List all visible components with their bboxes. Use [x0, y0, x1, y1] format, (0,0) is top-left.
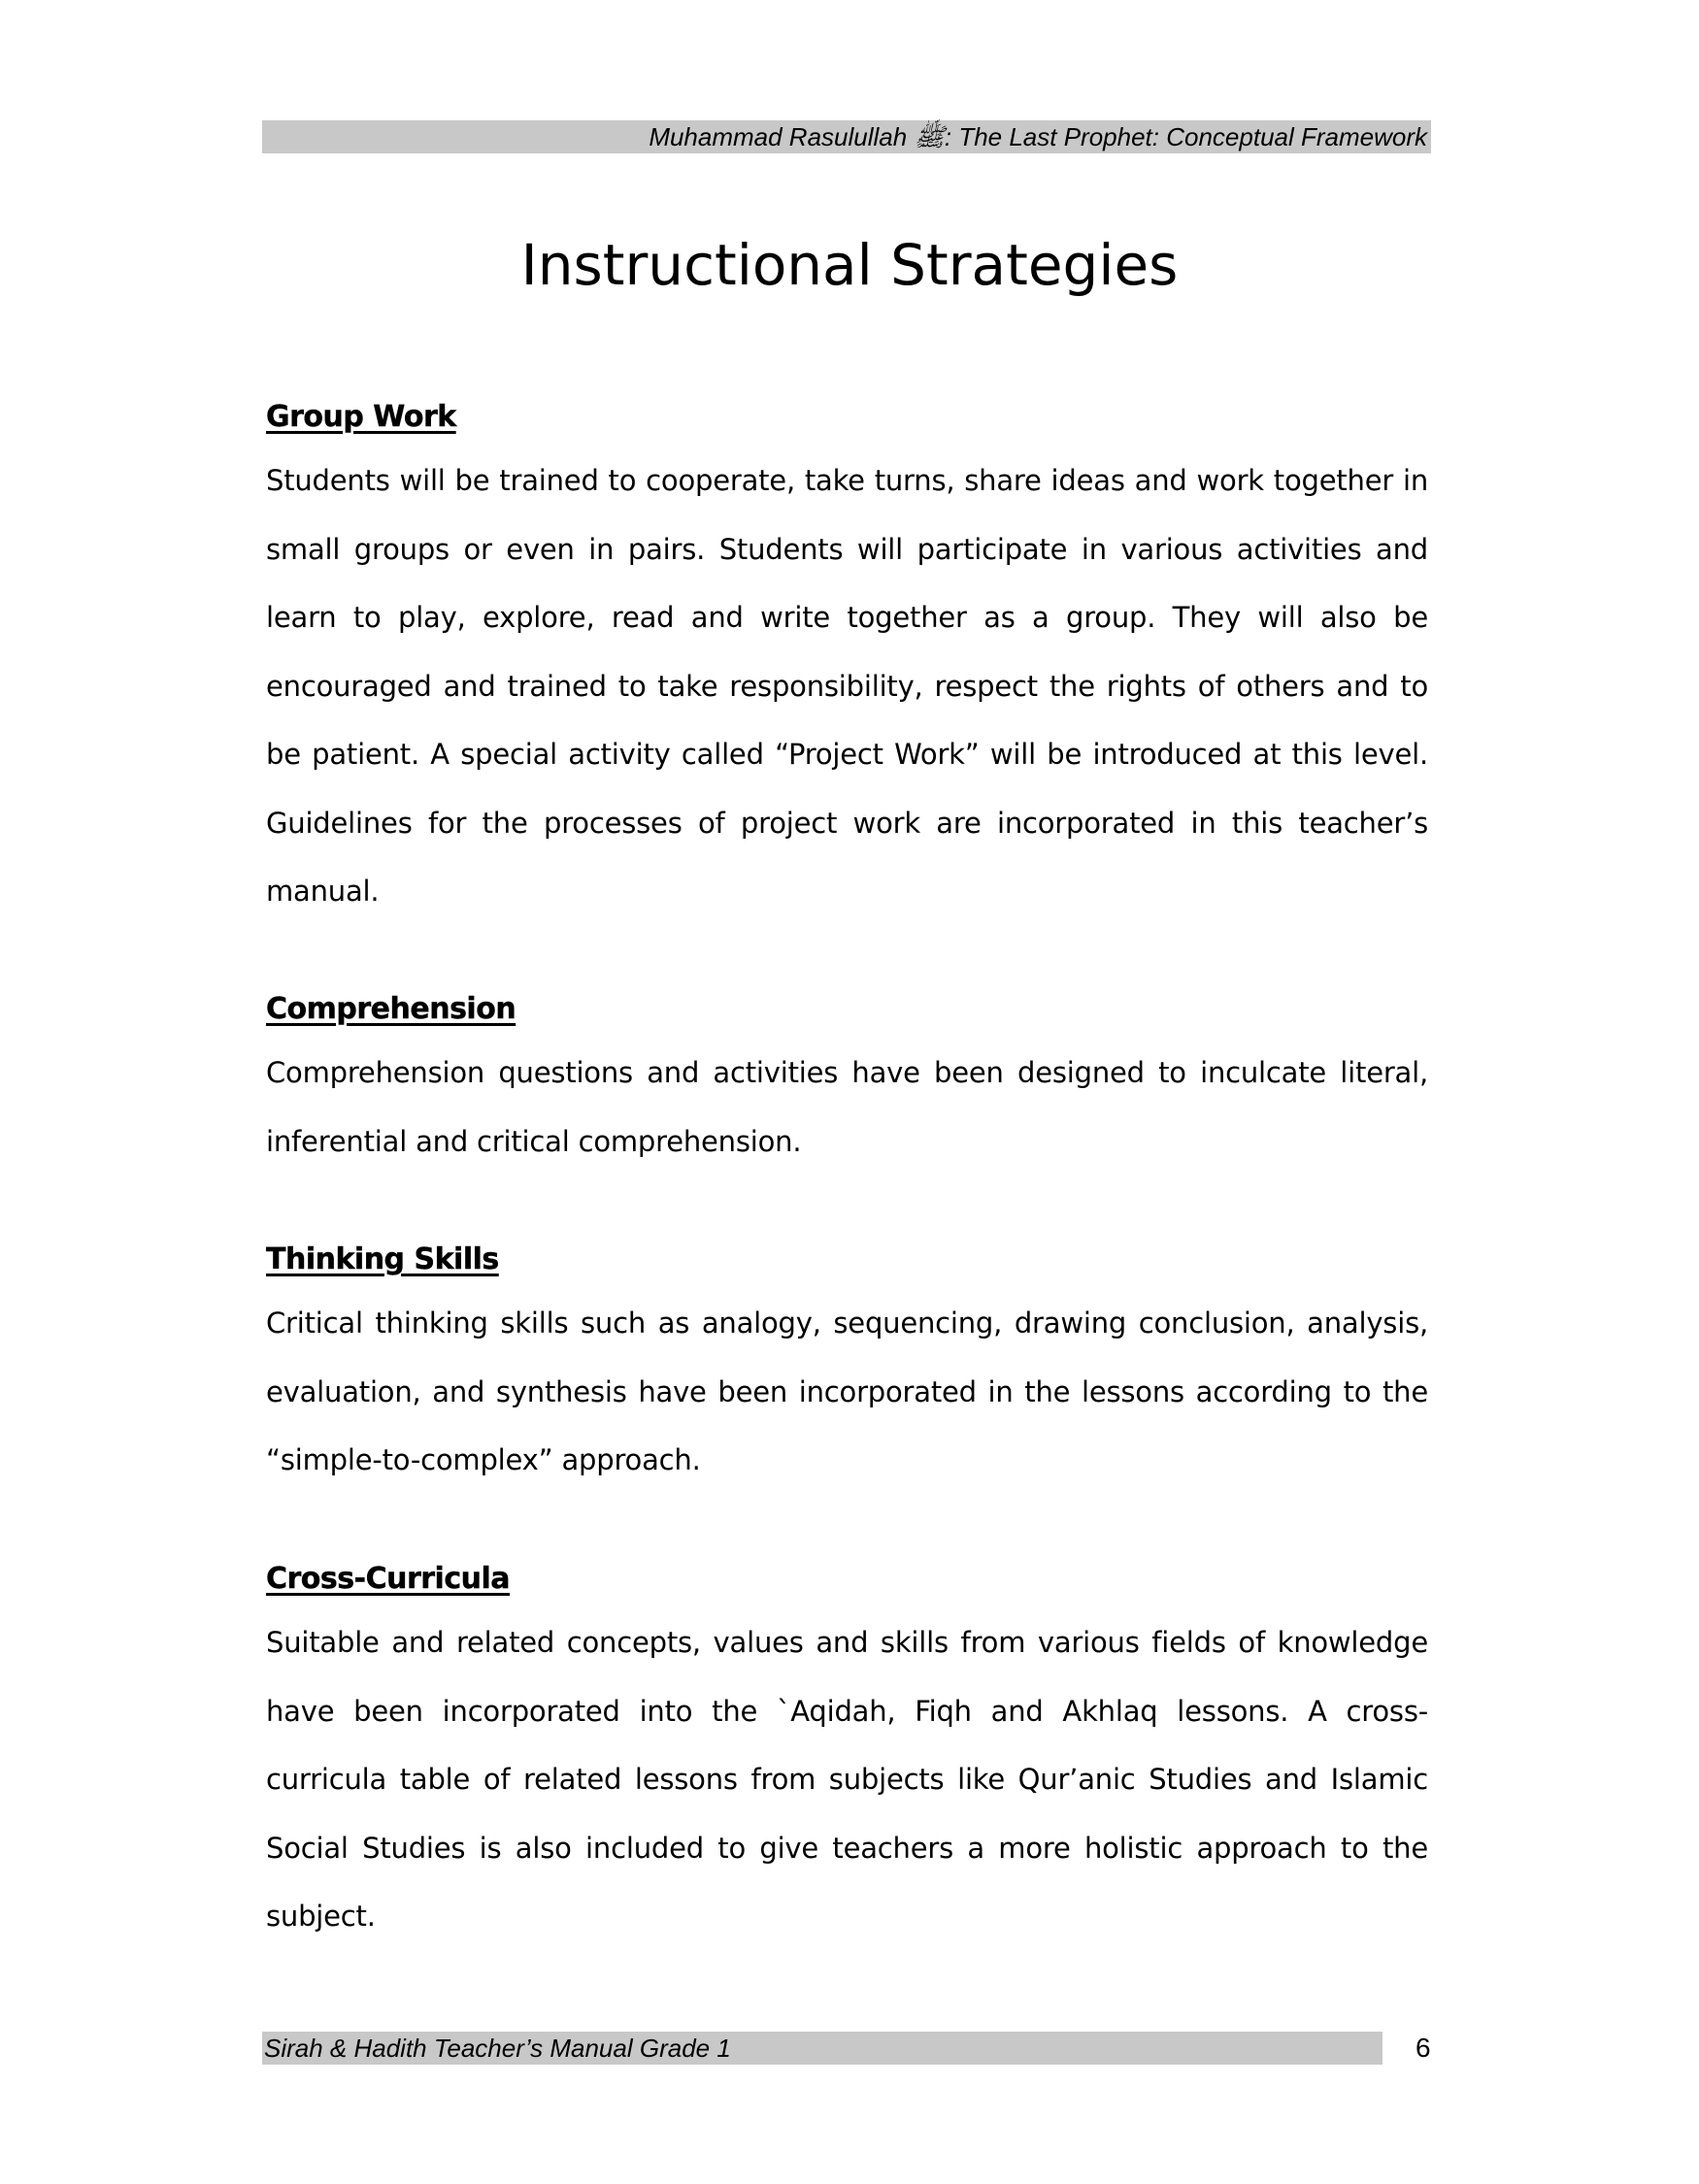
section-body-group-work: Students will be trained to cooperate, take turns, share ideas and work together in small groups or even in pairs. Students will participate in various activities and learn to play, explore, read and write together as a group. They will also be encouraged and trained to take responsibility, respect the rights of others and to be patient. A special activity called “Project Work” will be introduced at this level. Guidelines for the processes of project work are incorporated in this teacher’s manual. — [266, 464, 1428, 908]
page-title: Instructional Strategies — [520, 232, 1179, 298]
section-heading-group-work: Group Work — [266, 400, 456, 434]
section-cross-curricula — [266, 1560, 1428, 1951]
running-footer-title: Sirah & Hadith Teacher’s Manual Grade 1 — [264, 2034, 731, 2063]
section-heading-cross-curricula: Cross-Curricula — [266, 1562, 511, 1596]
section-group-work — [266, 398, 1428, 926]
page-number: 6 — [1416, 2033, 1431, 2063]
section-body-comprehension: Comprehension questions and activities have been designed to inculcate literal, inferential and critical comprehension. — [266, 1056, 1428, 1158]
running-header-bar — [262, 120, 1431, 153]
running-footer-bar — [262, 2032, 1383, 2065]
section-comprehension — [266, 990, 1428, 1175]
running-header-title: Muhammad Rasulullah ﷺ: The Last Prophet: Conceptual Framework — [649, 122, 1427, 151]
section-heading-thinking-skills: Thinking Skills — [266, 1242, 499, 1276]
section-body-cross-curricula: Suitable and related concepts, values and skills from various fields of knowledge have been incorporated into the `Aqidah, Fiqh and Akhlaq lessons. A cross-curricula table of related lessons from subjects like Qur’anic Studies and Islamic Social Studies is also included to give teachers a more holistic approach to the subject. — [266, 1626, 1428, 1933]
section-heading-comprehension: Comprehension — [266, 992, 516, 1026]
section-thinking-skills — [266, 1241, 1428, 1495]
section-body-thinking-skills: Critical thinking skills such as analogy, sequencing, drawing conclusion, analysis, evaluation, and synthesis have been incorporated in the lessons according to the “simple-to-complex” approach. — [266, 1307, 1428, 1476]
